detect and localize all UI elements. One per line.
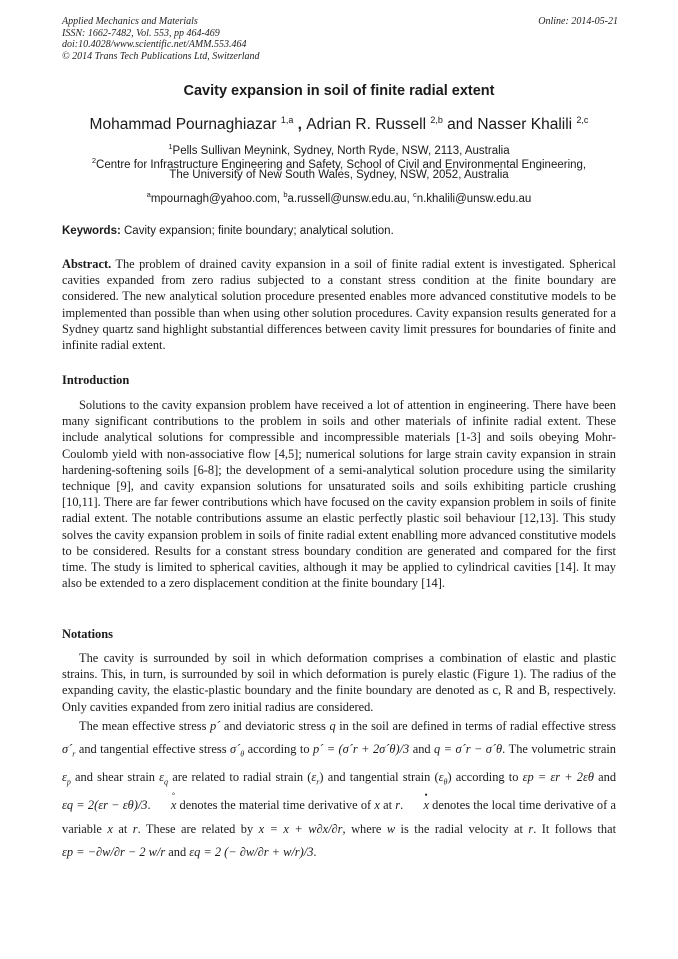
symbol-mean-stress: p´ xyxy=(209,718,221,733)
symbol-material-derivative: ° x xyxy=(154,794,177,818)
email-address: mpournagh@yahoo.com, xyxy=(150,193,284,205)
journal-header xyxy=(62,16,618,62)
author-name: Mohammad Pournaghiazar xyxy=(89,116,277,133)
notations-paragraph-2: The mean effective stress p´ and deviatoric stress q in the soil are defined in terms of radial effective stress $\sigma´_r$ and tangential effective stress $\sigma´_\theta$ according to p´ = (σ´r + 2σ´θ)/3 and q = σ´r − σ´θ. The volumetric strain $\varepsilon_p$ and shear strain $\varepsilon_q$ are related to radial strain $(\varepsilon_r)$ and tangential strain $(\varepsilon_\theta)$ according to εp = εr + 2εθ and εq = 2(εr − εθ)/3. ° x denotes the material time derivative of x at r. • x denotes the local time derivative of a variable x at r. These are related by x = x + w∂x/∂r, where w is the radial velocity at r. It follows that εp = −∂w/∂r − 2 w/r and εq = 2 (− ∂w/∂r + w/r)/3. xyxy=(62,715,616,865)
introduction-paragraph: Solutions to the cavity expansion problem have received a lot of attention in engineering. There have been many significant contributions to the problem in soils and other materials of infinite radial extent. These include analytical solutions for compressible and incompressible materials [1-3] and soils obeying Mohr-Coulomb yield with non-associative flow [4,5]; numerical solutions for large strain cavity expansion in strain hardening-softening soils [6-8]; the development of a semi-analytical solution procedure using the similarity technique [9], and cavity expansion solutions for unsaturated soils and soils exhibiting particle crushing [10,11]. There are far fewer contributions which have focused on the cavity expansion problem in soils of finite radial extent. The notable contributions assume an elastic perfectly plastic soil behaviour [12,13]. This study solves the cavity expansion problem in soils of finite radial extent enablling more advanced constitutive models to be considered. Results for a constant stress boundary condition are generated and compared for the first time. The study is limited to spherical cavities, although it may be applied to cylindrical cavities [14]. It may also be extended to a zero displacement condition at the finite boundary [14]. xyxy=(62,398,616,591)
affiliation-2-cont xyxy=(0,168,678,182)
section-heading-introduction: Introduction xyxy=(62,373,130,387)
author-emails xyxy=(0,190,678,205)
affiliation-mark: 1 xyxy=(168,142,173,151)
symbol-tangential-stress: $\sigma´_\theta$ xyxy=(229,742,245,759)
author-name: Nasser Khalili xyxy=(477,116,573,133)
affiliation-text: Centre for Infrastructure Engineering and Safety, School of Civil and Environmental Engineering, xyxy=(96,159,587,171)
affiliation-mark: 2 xyxy=(91,156,97,165)
journal-name: Applied Mechanics and Materials xyxy=(62,16,198,27)
symbol-tangential-strain: $\varepsilon_\theta$ xyxy=(438,770,448,787)
symbol-radial-strain: $\varepsilon_r$ xyxy=(311,770,320,787)
keywords-text: Cavity expansion; finite boundary; analytical solution. xyxy=(124,225,394,237)
affiliation-text: Pells Sullivan Meynink, Sydney, North Ryde, NSW, 2113, Australia xyxy=(172,145,510,157)
equation-volumetric-strain: εp = εr + 2εθ xyxy=(522,770,594,785)
equation-shear-strain-rate: εq = 2 (− ∂w/∂r + w/r)/3 xyxy=(189,845,314,860)
equation-mean-stress: p´ = (σ´r + 2σ´θ)/3 xyxy=(312,742,410,757)
author-separator: , xyxy=(297,116,307,133)
author-list xyxy=(0,115,678,134)
symbol-shear-strain: $\varepsilon_q$ xyxy=(159,770,169,787)
equation-derivative-relation: x = x + w∂x/∂r xyxy=(258,821,343,836)
notations-body xyxy=(62,650,616,865)
symbol-local-derivative: • x xyxy=(406,794,429,818)
author-affiliation-mark: 2,c xyxy=(576,115,589,125)
journal-doi: doi:10.4028/www.scientific.net/AMM.553.464 xyxy=(62,39,247,50)
abstract-text: The problem of drained cavity expansion in a soil of finite radial extent is investigated. Spherical cavities expanded from zero radius subjected to a constant stress condition at the finite boundary are considered. The new analytical solution procedure presented enables more advanced constitutive models to be implemented than possible than when using other solution procedures. Cavity expansion results generated for a Sydney quartz sand highlight substantial differences between cavity limit pressures for boundaries of finite and infinite radial extent. xyxy=(62,257,617,353)
email-mark: b xyxy=(283,190,288,199)
author-affiliation-mark: 2,b xyxy=(430,115,443,125)
online-date: Online: 2014-05-21 xyxy=(538,16,618,27)
author-affiliation-mark: 1,a xyxy=(280,115,294,125)
author-name: Adrian R. Russell xyxy=(306,116,427,133)
abstract-label: Abstract. xyxy=(62,257,112,271)
introduction-body xyxy=(62,397,616,591)
symbol-volumetric-strain: $\varepsilon_p$ xyxy=(62,770,71,787)
keywords xyxy=(62,225,618,237)
abstract xyxy=(62,256,616,353)
symbol-deviatoric-stress: q xyxy=(329,718,336,733)
symbol-radial-velocity: w xyxy=(386,821,396,836)
keywords-label: Keywords: xyxy=(62,225,121,237)
email-address: a.russell@unsw.edu.au, xyxy=(287,193,413,205)
email-address: n.khalili@unsw.edu.au xyxy=(416,193,532,205)
email-mark: c xyxy=(412,190,417,199)
equation-deviatoric-stress: q = σ´r − σ´θ xyxy=(434,742,503,757)
section-heading-notations: Notations xyxy=(62,627,113,641)
equation-volumetric-strain-rate: εp = −∂w/∂r − 2 w/r xyxy=(62,845,166,860)
email-mark: a xyxy=(146,190,151,199)
affiliation-text: The University of New South Wales, Sydney, NSW, 2052, Australia xyxy=(169,169,509,181)
journal-issn: ISSN: 1662-7482, Vol. 553, pp 464-469 xyxy=(62,27,220,39)
equation-shear-strain: εq = 2(εr − εθ)/3 xyxy=(62,798,148,813)
journal-copyright: © 2014 Trans Tech Publications Ltd, Switzerland xyxy=(62,50,260,62)
symbol-radial-stress: $\sigma´_r$ xyxy=(62,742,76,759)
notations-paragraph-1: The cavity is surrounded by soil in which deformation comprises a combination of elastic and plastic strains. This, in turn, is surrounded by soil in which deformation is purely elastic (Figure 1). The radius of the expanding cavity, the elastic-plastic boundary and the finite boundary are denoted as c, R and B, respectively. Only cavities expanded from zero initial radius are considered. xyxy=(62,651,616,714)
author-separator: and xyxy=(447,116,478,133)
paper-title: Cavity expansion in soil of finite radial extent xyxy=(183,83,495,99)
